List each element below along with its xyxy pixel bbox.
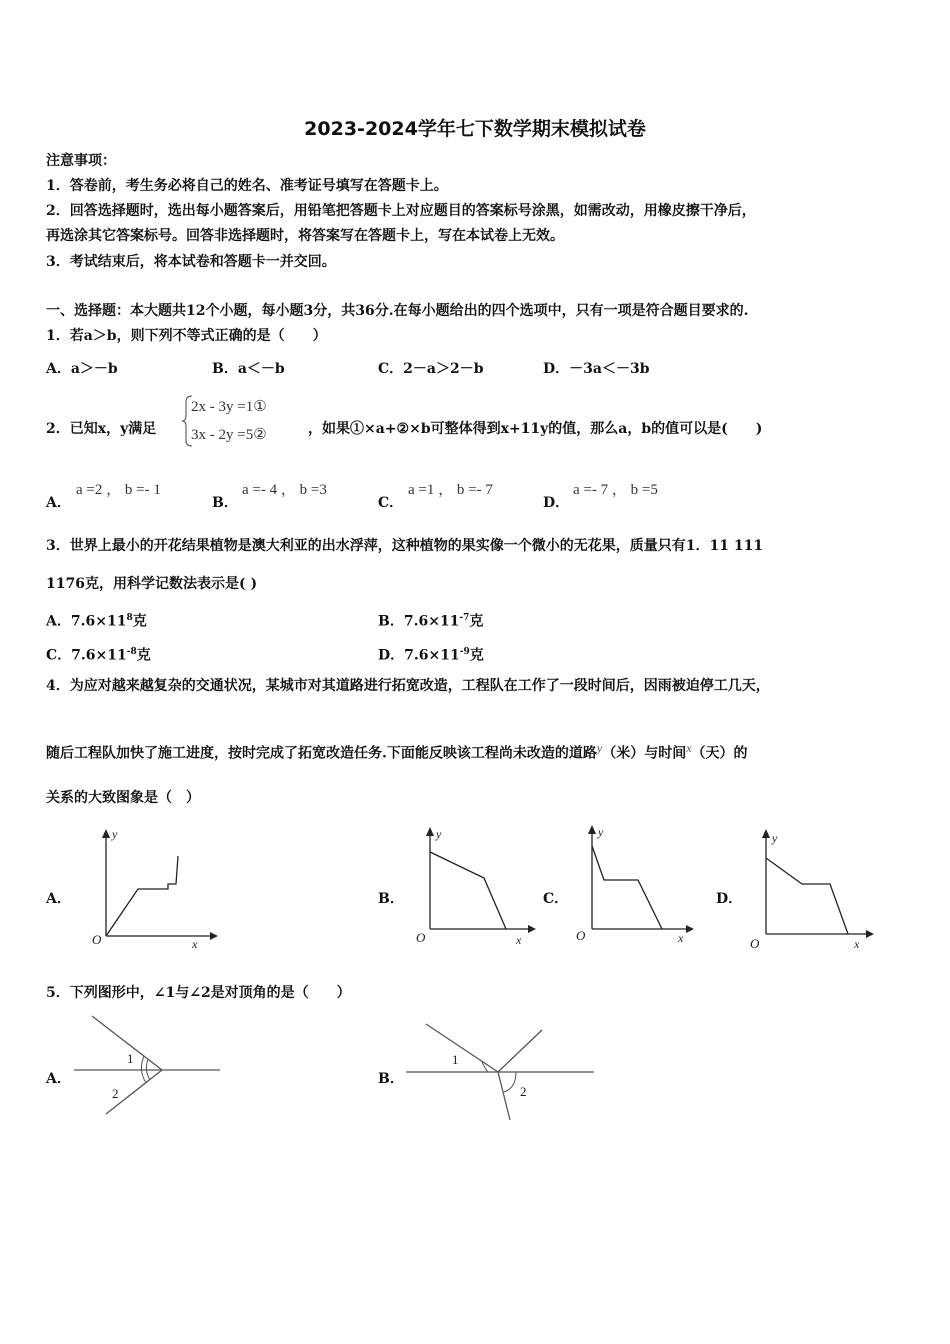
- q5-stem: 5．下列图形中，∠1与∠2是对顶角的是（ ）: [46, 985, 351, 1001]
- q4-stem-2: 随后工程队加快了施工进度，按时完成了拓宽改造任务.下面能反映该工程尚未改造的道路y（米）与时间x（天）的: [46, 741, 748, 762]
- q2-equation-2: 3x - 2y =5②: [191, 427, 267, 443]
- q5-figure-a-angle-2: 2: [112, 1086, 119, 1101]
- q4-graph-a-x-label: x: [192, 937, 198, 951]
- q4-graph-d-y-label: y: [772, 831, 778, 845]
- q4-option-d-label: D．: [716, 891, 743, 907]
- q2-stem-post: ，如果①×a+②×b可整体得到x+11y的值，那么a，b的值可以是( ): [308, 421, 763, 437]
- q3-option-d: D．$7.6\times 11^{-9}$克: [378, 647, 484, 664]
- q4-graph-a-origin: O: [92, 932, 102, 947]
- q2-option-c-label: C．: [378, 495, 404, 511]
- q2-option-d-label: D．: [543, 495, 570, 511]
- q5-figure-b-angle-1: 1: [452, 1052, 459, 1067]
- notes-heading: 注意事项：: [46, 153, 116, 169]
- q4-stem-1: 4．为应对越来越复杂的交通状况，某城市对其道路进行拓宽改造，工程队在工作了一段时间后，因雨被迫停工几天，: [46, 678, 770, 694]
- q4-graph-d: [748, 826, 878, 952]
- q5-figure-b: [404, 1022, 598, 1122]
- q2-option-a-value: a =2 ， b =- 1: [76, 482, 161, 498]
- q4-option-a-label: A．: [46, 891, 71, 907]
- q5-figure-b-angle-2: 2: [520, 1084, 527, 1099]
- q1-option-a: A．a＞－b: [46, 361, 118, 377]
- note-line-2a: 2．回答选择题时，选出每小题答案后，用铅笔把答题卡上对应题目的答案标号涂黑，如需改动，用橡皮擦干净后，: [46, 203, 756, 219]
- q4-graph-c-x-label: x: [678, 931, 684, 945]
- q5-option-a-label: A．: [46, 1071, 71, 1087]
- q4-stem-3: 关系的大致图象是（ ）: [46, 790, 200, 806]
- note-line-3: 3．考试结束后，将本试卷和答题卡一并交回。: [46, 254, 336, 270]
- q4-graph-c-y-label: y: [598, 825, 604, 839]
- q2-option-a-label: A．: [46, 495, 71, 511]
- q2-option-b-label: B．: [212, 495, 238, 511]
- q4-graph-d-x-label: x: [854, 937, 860, 951]
- q4-graph-c: [574, 822, 698, 948]
- q2-option-d-value: a =- 7 ， b =5: [573, 482, 658, 498]
- q4-graph-a-y-label: y: [112, 827, 118, 841]
- q3-stem-1: 3．世界上最小的开花结果植物是澳大利亚的出水浮萍，这种植物的果实像一个微小的无花果，质量只有1．11 111: [46, 538, 764, 554]
- q3-option-a: A．$7.6\times 11^8$克: [46, 613, 147, 630]
- q1-option-b: B．a＜－b: [212, 361, 285, 377]
- q4-graph-c-origin: O: [576, 928, 586, 943]
- q5-figure-a-angle-1: 1: [127, 1051, 134, 1066]
- q1-option-c: C．2－a＞2－b: [378, 361, 484, 377]
- q3-option-b: B．$7.6\times 11^{-7}$克: [378, 613, 484, 630]
- q5-figure-a: [72, 1012, 224, 1116]
- q2-option-c-value: a =1 ， b =- 7: [408, 482, 493, 498]
- q4-option-c-label: C．: [543, 891, 569, 907]
- q2-option-b-value: a =- 4 ， b =3: [242, 482, 327, 498]
- note-line-1: 1．答卷前，考生务必将自己的姓名、准考证号填写在答题卡上。: [46, 178, 448, 194]
- section-heading: 一、选择题：本大题共12个小题，每小题3分，共36分.在每小题给出的四个选项中，只有一项是符合题目要求的.: [46, 303, 749, 319]
- q4-graph-b-x-label: x: [516, 933, 522, 947]
- q3-option-c: C．$7.6\times 11^{-8}$克: [46, 647, 151, 664]
- note-line-2b: 再选涂其它答案标号。回答非选择题时，将答案写在答题卡上，写在本试卷上无效。: [46, 228, 564, 244]
- q1-stem: 1．若a＞b，则下列不等式正确的是（ ）: [46, 328, 327, 344]
- q4-option-b-label: B．: [378, 891, 404, 907]
- q5-option-b-label: B．: [378, 1071, 404, 1087]
- page-title: 2023-2024学年七下数学期末模拟试卷: [304, 118, 646, 140]
- q2-equation-1: 2x - 3y =1①: [191, 399, 267, 415]
- q4-graph-d-origin: O: [750, 936, 760, 951]
- q2-stem-pre: 2．已知x，y满足: [46, 421, 157, 437]
- q4-graph-b-y-label: y: [436, 827, 442, 841]
- q4-graph-a: [88, 826, 218, 952]
- q4-graph-b-origin: O: [416, 930, 426, 945]
- q3-stem-2: 1176克，用科学记数法表示是( ): [46, 576, 258, 592]
- q4-graph-b: [412, 826, 536, 952]
- q1-option-d: D．－3a＜－3b: [543, 361, 650, 377]
